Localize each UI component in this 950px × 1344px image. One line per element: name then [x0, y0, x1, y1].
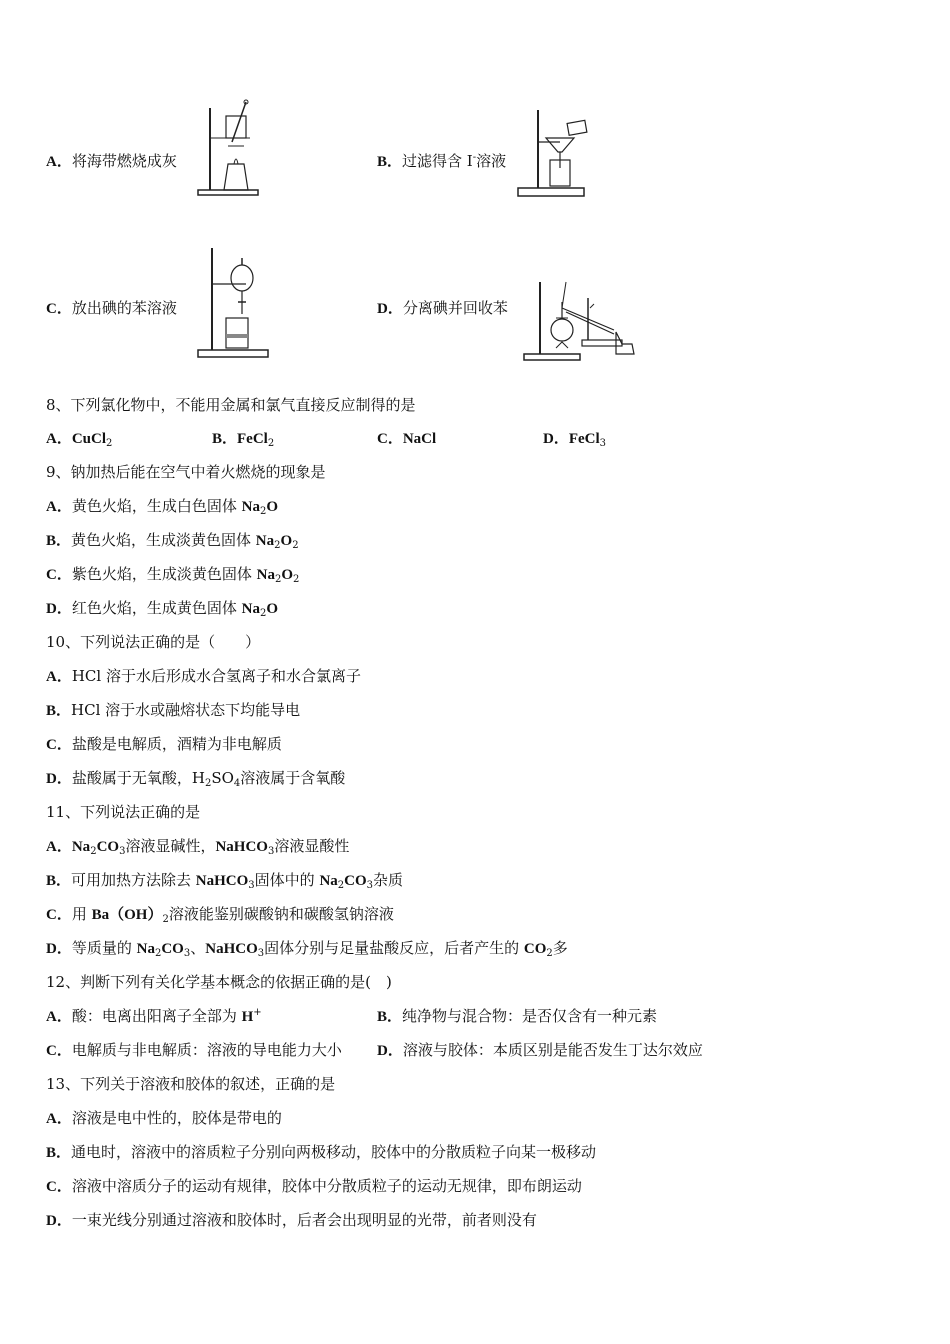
option-text: 将海带燃烧成灰	[71, 152, 177, 170]
subscript: 2	[106, 438, 113, 449]
option-letter: B．	[46, 533, 72, 549]
subscript: 2	[267, 438, 275, 449]
formula: Na	[256, 567, 275, 583]
apparatus-separatory-funnel-figure	[196, 244, 270, 364]
formula: Na	[136, 941, 155, 957]
formula: CO	[344, 873, 367, 889]
formula: CO	[161, 941, 184, 957]
option-letter: C．	[46, 907, 72, 923]
q11-option-b	[46, 870, 403, 891]
option-letter: B．	[377, 1009, 403, 1025]
q10-option-a	[46, 666, 361, 687]
option-text: 一束光线分别通过溶液和胶体时，后者会出现明显的光带，前者则没有	[71, 1211, 537, 1229]
question-stem: 10、下列说法正确的是（ ）	[46, 633, 261, 651]
q9-stem	[46, 462, 326, 482]
formula: CuCl	[71, 431, 107, 447]
subscript: 3	[366, 880, 374, 891]
option-text: 固体分别与足量盐酸反应，后者产生的	[264, 939, 524, 957]
question-stem: 9、钠加热后能在空气中着火燃烧的现象是	[46, 463, 326, 481]
subscript: 3	[119, 846, 126, 857]
option-letter: B．	[46, 873, 72, 889]
formula: NaHCO	[205, 941, 258, 957]
formula: Na	[241, 499, 260, 515]
formula: O	[266, 601, 279, 617]
formula: Na	[241, 601, 260, 617]
subscript: 2	[259, 608, 267, 619]
option-text: 溶液能鉴别碳酸钠和碳酸氢钠溶液	[168, 905, 394, 923]
option-letter: D．	[46, 771, 72, 787]
formula: O	[266, 499, 279, 515]
option-text: 盐酸属于无氧酸，H	[71, 769, 205, 787]
apparatus-distillation-figure	[522, 278, 638, 368]
option-text: 溶液是电中性的，胶体是带电的	[71, 1109, 282, 1127]
option-letter: B．	[377, 154, 403, 170]
subscript: 2	[90, 846, 97, 857]
formula: CO	[96, 839, 120, 855]
option-letter: D．	[46, 601, 72, 617]
q10-stem	[46, 632, 260, 652]
q12-stem	[46, 972, 392, 992]
option-letter: D．	[377, 1043, 403, 1059]
option-text: 溶液与胶体：本质区别是能否发生丁达尔效应	[402, 1041, 703, 1059]
q7-option-a	[46, 151, 177, 172]
option-letter: C．	[46, 737, 72, 753]
option-text: 固体中的	[254, 871, 320, 889]
superscript: +	[253, 1007, 262, 1018]
formula: NaCl	[402, 431, 437, 447]
option-letter: C．	[46, 1179, 72, 1195]
subscript: 2	[546, 948, 553, 959]
option-letter: A．	[46, 1111, 72, 1127]
q8-option-a	[46, 428, 112, 449]
option-text: 等质量的	[71, 939, 137, 957]
subscript: 2	[154, 948, 162, 959]
option-letter: B．	[46, 1145, 72, 1161]
subscript: 2	[274, 540, 281, 551]
question-stem: 11、下列说法正确的是	[46, 803, 201, 821]
option-letter: D．	[377, 301, 403, 317]
q12-option-a	[46, 1006, 262, 1027]
apparatus-filtration-figure	[516, 108, 588, 204]
q11-option-a	[46, 836, 349, 857]
option-text: 电解质与非电解质：溶液的导电能力大小	[71, 1041, 342, 1059]
formula: CO	[523, 941, 547, 957]
q11-stem	[46, 802, 200, 822]
option-text: 、	[190, 939, 206, 957]
option-letter: D．	[46, 1213, 72, 1229]
subscript: 2	[274, 574, 282, 585]
option-text: 用	[71, 905, 92, 923]
q9-option-d	[46, 598, 278, 619]
option-letter: D．	[46, 941, 72, 957]
q10-option-c	[46, 734, 282, 755]
formula: Na	[255, 533, 275, 549]
formula: （OH）	[109, 907, 163, 923]
formula: NaHCO	[215, 839, 268, 855]
q10-option-b	[46, 700, 300, 721]
option-letter: A．	[46, 839, 72, 855]
option-letter: B．	[212, 431, 238, 447]
option-text: 分离碘并回收苯	[402, 299, 508, 317]
option-text: 溶液显碱性，	[125, 837, 216, 855]
q8-option-b	[212, 428, 274, 449]
question-stem: 8、下列氯化物中，不能用金属和氯气直接反应制得的是	[46, 396, 416, 414]
option-superscript: -	[472, 152, 477, 163]
q10-option-d	[46, 768, 345, 789]
q9-option-c	[46, 564, 299, 585]
option-text: 多	[552, 939, 568, 957]
formula: Na	[71, 839, 91, 855]
q13-stem	[46, 1074, 335, 1094]
option-letter: D．	[543, 431, 569, 447]
q13-option-c	[46, 1176, 582, 1197]
option-letter: A．	[46, 669, 72, 685]
subscript: 3	[599, 438, 607, 449]
option-text: 通电时，溶液中的溶质粒子分别向两极移动，胶体中的分散质粒子向某一极移动	[71, 1143, 597, 1161]
option-text: 盐酸是电解质，酒精为非电解质	[71, 735, 282, 753]
option-text: 溶液显酸性	[274, 837, 350, 855]
subscript: 2	[292, 540, 299, 551]
subscript: 2	[293, 574, 300, 585]
question-stem: 12、判断下列有关化学基本概念的依据正确的是( )	[46, 973, 392, 991]
option-text: 过滤得含 I	[402, 152, 473, 170]
subscript: 2	[204, 778, 212, 789]
formula: Ba	[91, 907, 110, 923]
option-letter: A．	[46, 499, 72, 515]
option-text: HCl 溶于水后形成水合氢离子和水合氯离子	[71, 667, 361, 685]
q7-option-d	[377, 298, 508, 319]
option-text: 溶液	[476, 152, 507, 170]
option-letter: C．	[377, 431, 403, 447]
q11-option-c	[46, 904, 394, 925]
q12-option-c	[46, 1040, 342, 1061]
option-text: 放出碘的苯溶液	[71, 299, 177, 317]
formula: FeCl	[237, 431, 268, 447]
subscript: 4	[233, 778, 241, 789]
apparatus-burning-figure	[196, 98, 260, 202]
option-letter: C．	[46, 301, 72, 317]
formula: Na	[319, 873, 338, 889]
q13-option-a	[46, 1108, 282, 1129]
option-text: SO	[211, 769, 234, 787]
option-text: HCl 溶于水或融熔状态下均能导电	[71, 701, 301, 719]
formula: H	[241, 1009, 254, 1025]
q7-option-b	[377, 151, 506, 172]
option-text: 黄色火焰，生成淡黄色固体	[71, 531, 256, 549]
option-text: 酸：电离出阳离子全部为	[71, 1007, 242, 1025]
option-text: 可用加热方法除去	[71, 871, 196, 889]
subscript: 2	[259, 506, 267, 517]
q8-option-c	[377, 428, 436, 449]
formula: FeCl	[568, 431, 600, 447]
subscript: 2	[337, 880, 345, 891]
option-letter: A．	[46, 1009, 72, 1025]
q9-option-a	[46, 496, 278, 517]
formula: NaHCO	[195, 873, 249, 889]
option-text: 黄色火焰，生成白色固体	[71, 497, 242, 515]
subscript: 3	[183, 948, 191, 959]
subscript: 3	[257, 948, 265, 959]
formula: O	[280, 533, 293, 549]
option-text: 红色火焰，生成黄色固体	[71, 599, 242, 617]
q8-stem	[46, 395, 416, 415]
option-letter: C．	[46, 1043, 72, 1059]
option-letter: C．	[46, 567, 72, 583]
formula: O	[281, 567, 294, 583]
option-text: 紫色火焰，生成淡黄色固体	[71, 565, 257, 583]
q8-option-d	[543, 428, 606, 449]
subscript: 3	[248, 880, 255, 891]
option-letter: B．	[46, 703, 72, 719]
option-text: 纯净物与混合物：是否仅含有一种元素	[402, 1007, 658, 1025]
q11-option-d	[46, 938, 568, 959]
subscript: 3	[267, 846, 275, 857]
option-text: 杂质	[373, 871, 404, 889]
question-stem: 13、下列关于溶液和胶体的叙述，正确的是	[46, 1075, 336, 1093]
q13-option-b	[46, 1142, 596, 1163]
q7-option-c	[46, 298, 177, 319]
option-letter: A．	[46, 431, 72, 447]
option-letter: A．	[46, 154, 72, 170]
option-text: 溶液属于含氧酸	[240, 769, 346, 787]
q12-option-d	[377, 1040, 703, 1061]
q9-option-b	[46, 530, 299, 551]
q13-option-d	[46, 1210, 537, 1231]
subscript: 2	[162, 914, 169, 925]
option-text: 溶液中溶质分子的运动有规律，胶体中分散质粒子的运动无规律，即布朗运动	[71, 1177, 582, 1195]
q12-option-b	[377, 1006, 657, 1027]
